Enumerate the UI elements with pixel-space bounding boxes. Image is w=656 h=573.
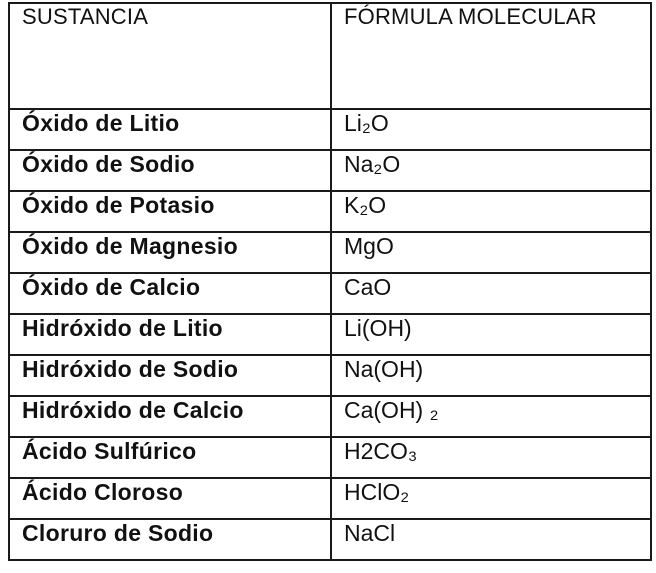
document-sheet bbox=[8, 2, 650, 567]
formula-text: HClO₂ bbox=[344, 479, 410, 505]
table-row bbox=[9, 273, 651, 314]
table-row bbox=[9, 437, 651, 478]
formula-text: Li(OH) bbox=[344, 315, 412, 341]
molecular-formula bbox=[331, 273, 651, 314]
table-row bbox=[9, 314, 651, 355]
table-row bbox=[9, 191, 651, 232]
substances-table bbox=[8, 2, 652, 561]
formula-text: Na(OH) bbox=[344, 356, 424, 382]
molecular-formula bbox=[331, 232, 651, 273]
substance-name: Óxido de Magnesio bbox=[9, 232, 331, 273]
formula-text: Na₂O bbox=[344, 151, 401, 177]
molecular-formula bbox=[331, 519, 651, 560]
table-row bbox=[9, 232, 651, 273]
substance-name: Ácido Cloroso bbox=[9, 478, 331, 519]
header-molecular-formula: FÓRMULA MOLECULAR bbox=[331, 3, 651, 109]
substance-name: Hidróxido de Calcio bbox=[9, 396, 331, 437]
molecular-formula bbox=[331, 191, 651, 232]
formula-text: MgO bbox=[344, 233, 394, 259]
formula-text: K₂O bbox=[344, 192, 387, 218]
substance-name: Ácido Sulfúrico bbox=[9, 437, 331, 478]
table-body bbox=[9, 109, 651, 560]
table-header-row bbox=[9, 3, 651, 109]
header-substance: SUSTANCIA bbox=[9, 3, 331, 109]
formula-text: H2CO₃ bbox=[344, 438, 418, 464]
molecular-formula bbox=[331, 355, 651, 396]
substance-name: Óxido de Calcio bbox=[9, 273, 331, 314]
molecular-formula bbox=[331, 437, 651, 478]
table-row bbox=[9, 355, 651, 396]
substance-name: Óxido de Litio bbox=[9, 109, 331, 150]
table-row bbox=[9, 519, 651, 560]
molecular-formula bbox=[331, 396, 651, 437]
formula-text: CaO bbox=[344, 274, 392, 300]
substance-name: Hidróxido de Sodio bbox=[9, 355, 331, 396]
formula-text: NaCl bbox=[344, 520, 396, 546]
table-row bbox=[9, 396, 651, 437]
formula-text: Ca(OH) ₂ bbox=[344, 397, 439, 423]
substance-name: Óxido de Sodio bbox=[9, 150, 331, 191]
substance-name: Óxido de Potasio bbox=[9, 191, 331, 232]
table-row bbox=[9, 109, 651, 150]
molecular-formula bbox=[331, 150, 651, 191]
table-row bbox=[9, 150, 651, 191]
substance-name: Hidróxido de Litio bbox=[9, 314, 331, 355]
molecular-formula bbox=[331, 314, 651, 355]
molecular-formula bbox=[331, 478, 651, 519]
formula-text: Li₂O bbox=[344, 110, 389, 136]
substance-name: Cloruro de Sodio bbox=[9, 519, 331, 560]
molecular-formula bbox=[331, 109, 651, 150]
table-row bbox=[9, 478, 651, 519]
